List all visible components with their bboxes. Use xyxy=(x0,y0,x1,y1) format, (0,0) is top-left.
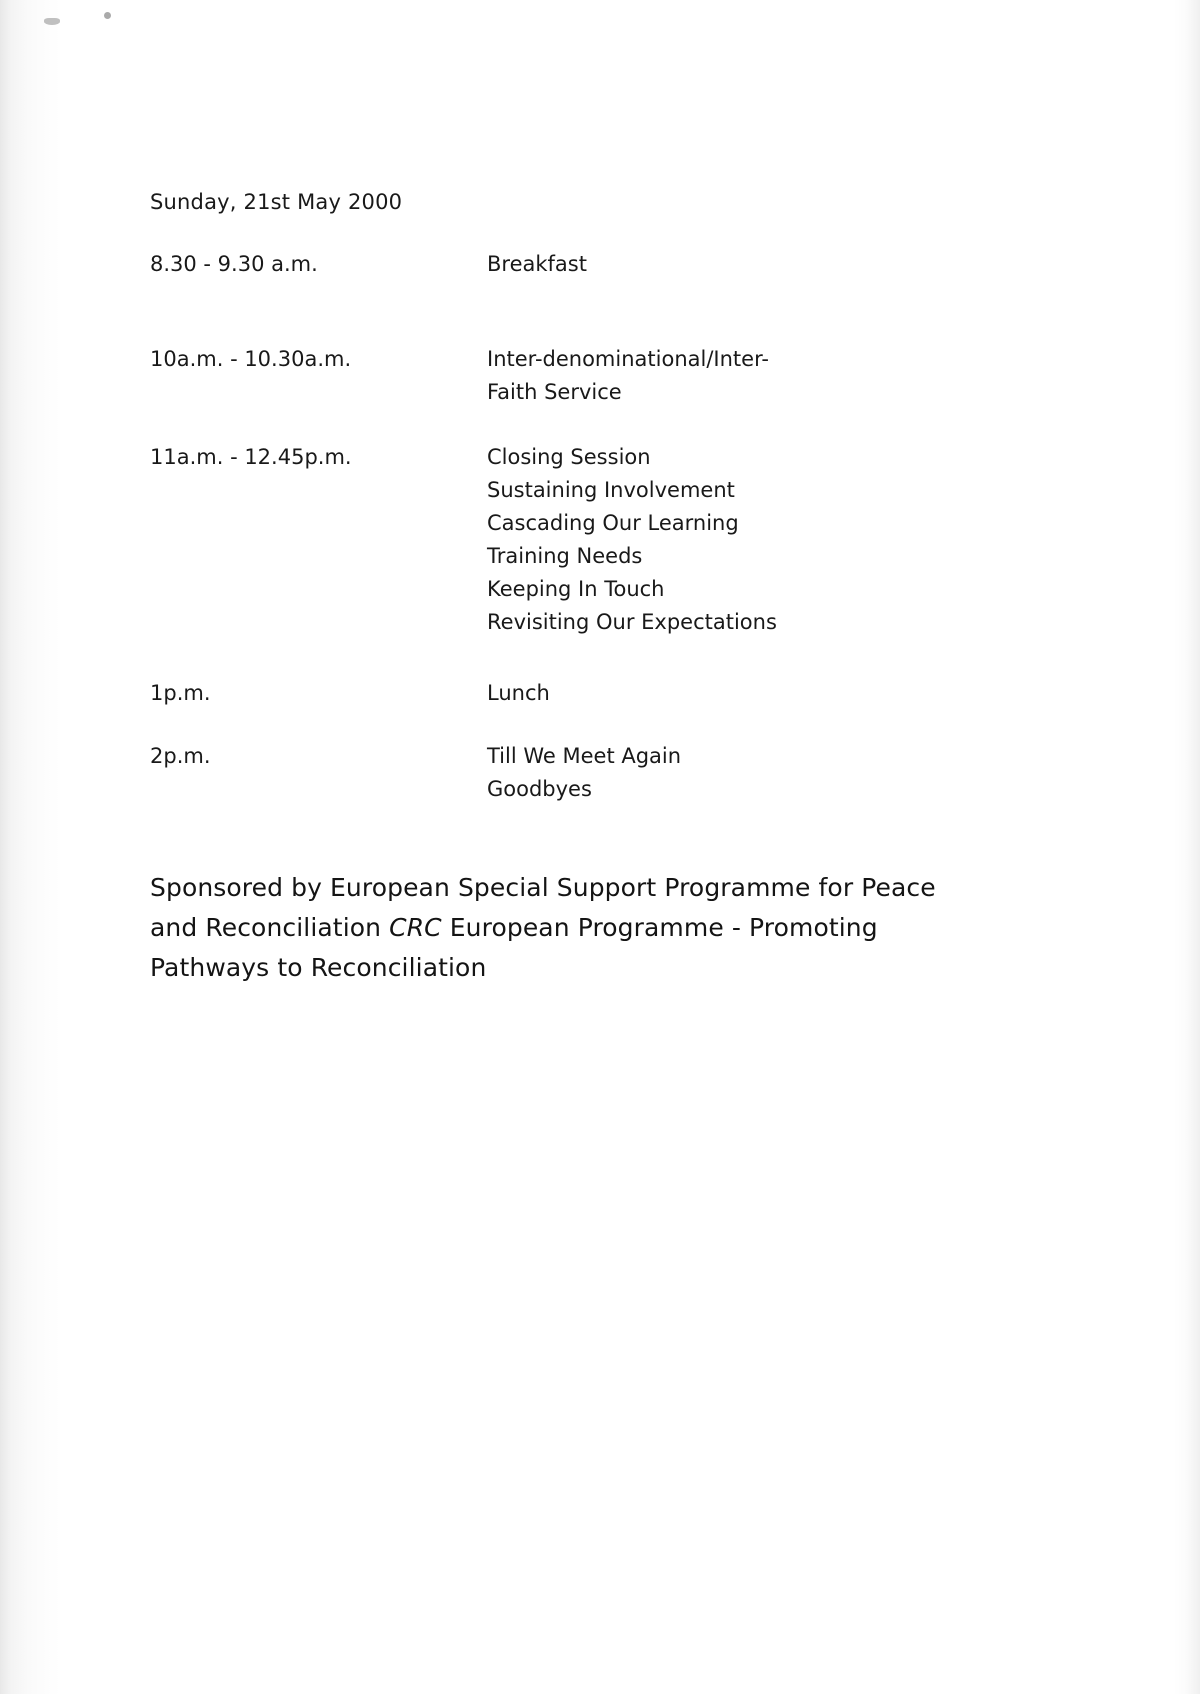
sponsor-line-3: Pathways to Reconciliation xyxy=(150,953,487,982)
schedule-row xyxy=(150,248,1050,281)
schedule-time: 10a.m. - 10.30a.m. xyxy=(150,347,352,371)
date-heading: Sunday, 21st May 2000 xyxy=(150,190,403,214)
schedule-item: Training Needs xyxy=(487,544,643,568)
sponsor-note xyxy=(150,868,950,988)
schedule-item: Sustaining Involvement xyxy=(487,478,735,502)
schedule-time: 8.30 - 9.30 a.m. xyxy=(150,252,318,276)
schedule-items xyxy=(487,740,1050,806)
schedule-item: Cascading Our Learning xyxy=(487,511,739,535)
schedule-items xyxy=(487,248,1050,281)
sponsor-line-1: Sponsored by European Special Support Programme for Peace xyxy=(150,873,936,902)
schedule-items xyxy=(487,441,1050,639)
schedule-item: Lunch xyxy=(487,681,550,705)
schedule-list xyxy=(150,248,1050,806)
schedule-item: Faith Service xyxy=(487,380,622,404)
schedule-time: 2p.m. xyxy=(150,744,211,768)
schedule-item: Inter-denominational/Inter- xyxy=(487,347,769,371)
sponsor-line-2-after: European Programme - Promoting xyxy=(441,913,878,942)
sponsor-crc: CRC xyxy=(389,913,442,942)
schedule-row xyxy=(150,343,1050,409)
schedule-item: Closing Session xyxy=(487,445,651,469)
schedule-time: 1p.m. xyxy=(150,681,211,705)
schedule-row xyxy=(150,441,1050,639)
schedule-items xyxy=(487,343,1050,409)
schedule-items xyxy=(487,677,1050,710)
schedule-item: Till We Meet Again xyxy=(487,744,682,768)
schedule-row xyxy=(150,677,1050,710)
schedule-row xyxy=(150,740,1050,806)
schedule-time: 11a.m. - 12.45p.m. xyxy=(150,445,352,469)
sponsor-line-2-before: and Reconciliation xyxy=(150,913,390,942)
schedule-item: Goodbyes xyxy=(487,777,592,801)
schedule-item: Revisiting Our Expectations xyxy=(487,610,777,634)
schedule-item: Breakfast xyxy=(487,252,587,276)
schedule-item: Keeping In Touch xyxy=(487,577,665,601)
